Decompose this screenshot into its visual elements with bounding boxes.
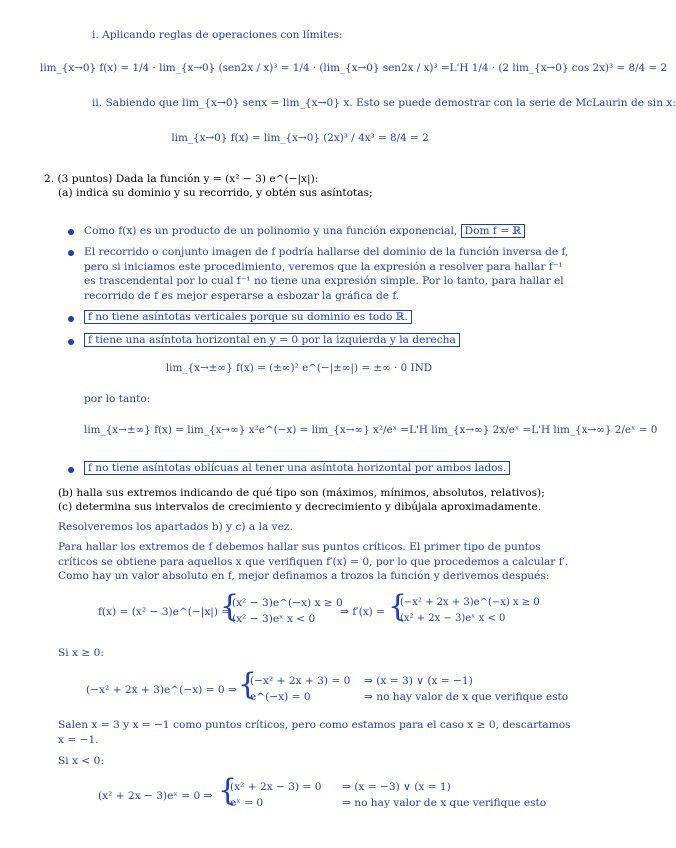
case-2-eq-1: (x² + 2x − 3) = 0 [230, 781, 322, 793]
limit-indeterminate: lim_{x→±∞} f(x) = (±∞)² e^(−|±∞|) = ±∞ · 0 IND [165, 362, 433, 374]
part-i-label: i. Aplicando reglas de operaciones con límites: [92, 29, 343, 41]
horizontal-asymptote-box: f tiene una asíntota horizontal en y = 0 por la izquierda y la derecha [84, 333, 460, 347]
vertical-asymptote-box: f no tiene asíntotas verticales porque su dominio es todo ℝ. [84, 310, 412, 324]
case-2-label: Si x < 0: [58, 755, 104, 767]
problem-2-sub-c: (c) determina sus intervalos de crecimiento y decrecimiento y dibújala aproximadamente. [58, 501, 542, 513]
critical-points-intro: Para hallar los extremos de f debemos hallar sus puntos críticos. El primer tipo de puntos críticos se obtiene para aquellos x que verifiquen f′(x) = 0, por lo que procedemos a calcular f′. Como hay un valor absoluto en f, mejor definamos a trozos la función y derivemos después: [58, 541, 569, 582]
problem-2-sub-a: (a) indica su dominio y su recorrido, y obtén sus asíntotas; [58, 187, 373, 199]
case-1-eq-1: (−x² + 2x + 3) = 0 [250, 675, 351, 687]
bullet-4 [84, 333, 460, 347]
implies-derivative: ⇒ f′(x) = [340, 606, 386, 618]
bullet-2-text: El recorrido o conjunto imagen de f podría hallarse del dominio de la función inversa de f, pero si iniciamos este procedimiento, veremos que la expresión a resolver para hallar f⁻¹ es trascendental por lo cual f⁻¹ no tiene una expresión simple. Por lo tanto, para hallar el recorrido de f es mejor esperarse a esbozar la gráfica de f. [84, 246, 569, 302]
bullet-1 [84, 224, 525, 238]
piece-f-1: (x² − 3)e^(−x) x ≥ 0 [232, 597, 343, 609]
piecewise-brace-f: { [220, 589, 240, 624]
bullet-5 [84, 461, 510, 475]
case-1-lhs: (−x² + 2x + 3)e^(−x) = 0 ⇒ [86, 684, 237, 696]
piece-f-2: (x² − 3)eˣ x < 0 [232, 613, 316, 625]
part-ii-label: ii. Sabiendo que lim_{x→0} senx = lim_{x→0} x. Esto se puede demostrar con la serie de McLaurin de sin x: [92, 97, 676, 109]
problem-2-sub-b: (b) halla sus extremos indicando de qué tipo son (máximos, mínimos, absolutos, relativos); [58, 487, 545, 499]
case-1-eq-2: e^(−x) = 0 [250, 691, 311, 703]
part-ii-formula: lim_{x→0} f(x) = lim_{x→0} (2x)³ / 4x³ = 8/4 = 2 [171, 132, 429, 144]
por-lo-tanto: por lo tanto: [84, 393, 151, 405]
case-2-brace: { [218, 773, 238, 808]
bullet-4-marker [68, 339, 74, 345]
case-2-res-2: ⇒ no hay valor de x que verifique esto [342, 797, 547, 809]
piecewise-lhs: f(x) = (x² − 3)e^(−|x|) = [98, 606, 231, 618]
bullet-5-marker [68, 467, 74, 473]
case-2-eq-2: eˣ = 0 [230, 797, 264, 809]
case-2-lhs: (x² + 2x − 3)eˣ = 0 ⇒ [98, 790, 213, 802]
bullet-1-text: Como f(x) es un producto de un polinomio y una función exponencial, [84, 225, 458, 237]
piece-fp-1: (−x² + 2x + 3)e^(−x) x ≥ 0 [400, 597, 540, 608]
case-1-brace: { [238, 667, 258, 702]
case-2-res-1: ⇒ (x = −3) ∨ (x = 1) [342, 781, 451, 793]
bullet-3-marker [68, 316, 74, 322]
bullet-3 [84, 310, 412, 324]
limit-evaluation: lim_{x→±∞} f(x) = lim_{x→∞} x²e^(−x) = lim_{x→∞} x²/eˣ =L'H lim_{x→∞} 2x/eˣ =L'H lim_{x→∞} 2/eˣ = 0 [84, 424, 658, 436]
part-i-formula: lim_{x→0} f(x) = 1/4 · lim_{x→0} (sen2x / x)³ = 1/4 · (lim_{x→0} sen2x / x)³ =L'H 1/4 · (2 lim_{x→0} cos 2x)³ = 8/4 = 2 [40, 62, 668, 74]
bullet-2-marker [68, 250, 74, 256]
bullet-1-marker [68, 229, 74, 235]
case-1-res-2: ⇒ no hay valor de x que verifique esto [364, 691, 569, 703]
oblique-asymptote-box: f no tiene asíntotas oblícuas al tener una asíntota horizontal por ambos lados. [84, 461, 510, 475]
problem-2-statement: 2. (3 puntos) Dada la función y = (x² − 3) e^(−|x|): [44, 173, 319, 185]
case-1-res-1: ⇒ (x = 3) ∨ (x = −1) [364, 675, 473, 687]
piecewise-brace-fp: { [388, 589, 408, 624]
domain-box: Dom f = ℝ [461, 224, 526, 238]
resolve-note: Resolveremos los apartados b) y c) a la vez. [58, 521, 293, 533]
case-1-label: Si x ≥ 0: [58, 647, 104, 659]
discard-note: Salen x = 3 y x = −1 como puntos críticos, pero como estamos para el caso x ≥ 0, descartamos x = −1. [58, 719, 571, 746]
piece-fp-2: (x² + 2x − 3)eˣ x < 0 [400, 613, 506, 624]
